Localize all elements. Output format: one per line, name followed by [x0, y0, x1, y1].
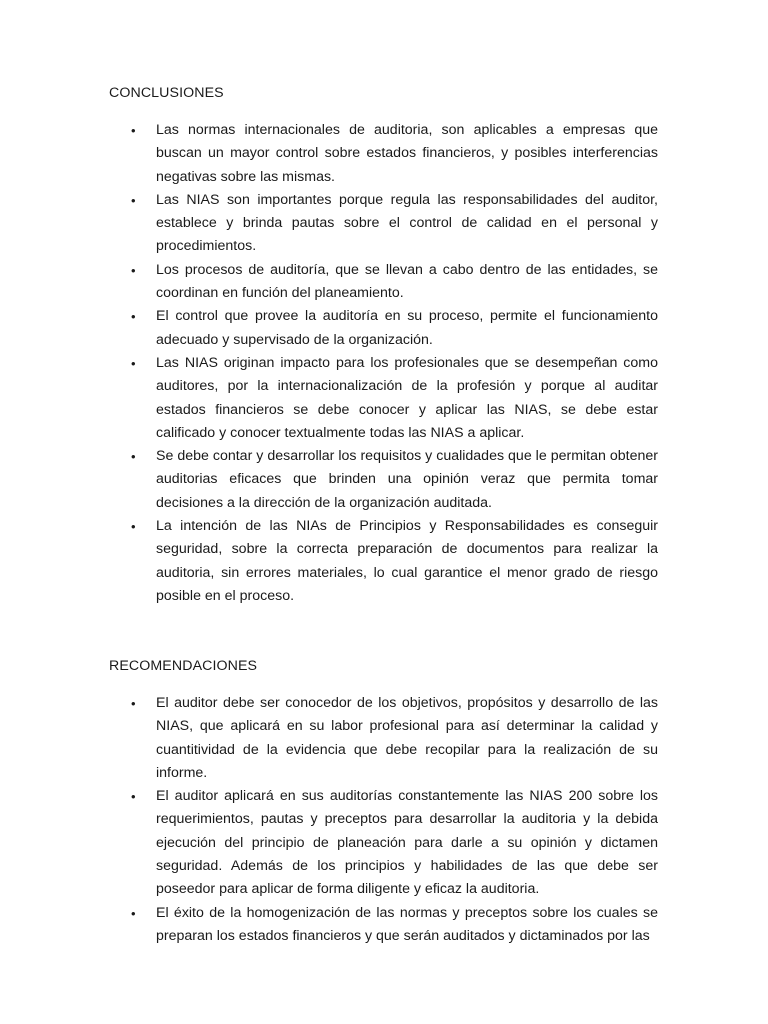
conclusions-list	[0, 119, 768, 608]
bullet-icon: •	[131, 192, 136, 208]
list-item-text: Se debe contar y desarrollar los requisitos y cualidades que le permitan obtener auditorias eficaces que brinden una opinión veraz que permita tomar decisiones a la dirección de la organización auditada.	[156, 448, 658, 511]
list-item-text: Los procesos de auditoría, que se llevan a cabo dentro de las entidades, se coordinan en función del planeamiento.	[156, 261, 658, 302]
list-item-text: Las normas internacionales de auditoria, son aplicables a empresas que buscan un mayor control sobre estados financieros, y posibles interferencias negativas sobre las mismas.	[156, 122, 658, 185]
list-item	[0, 692, 658, 785]
list-item	[0, 305, 658, 352]
bullet-icon: •	[131, 905, 136, 921]
bullet-icon: •	[131, 519, 136, 535]
bullet-icon: •	[131, 789, 136, 805]
list-item	[0, 189, 658, 259]
list-item	[0, 785, 658, 901]
recommendations-heading: RECOMENDACIONES	[109, 658, 258, 674]
list-item	[0, 119, 658, 189]
list-item-text: La intención de las NIAs de Principios y Responsabilidades es conseguir seguridad, sobre la correcta preparación de documentos para realizar la auditoria, sin errores materiales, lo cual garantice el menor grado de riesgo posible en el proceso.	[156, 518, 658, 604]
bullet-icon: •	[131, 309, 136, 325]
list-item	[0, 352, 658, 445]
list-item-text: Las NIAS originan impacto para los profesionales que se desempeñan como auditores, por la internacionalización de la profesión y porque al auditar estados financieros se debe conocer y aplicar las NIAS, se debe estar calificado y conocer textualmente todas las NIAS a aplicar.	[156, 354, 658, 441]
list-item	[0, 515, 658, 608]
list-item-text: El control que provee la auditoría en su proceso, permite el funcionamiento adecuado y supervisado de la organización.	[156, 308, 658, 348]
list-item	[0, 445, 658, 515]
list-item-text: Las NIAS son importantes porque regula las responsabilidades del auditor, establece y brinda pautas sobre el control de calidad en el personal y procedimientos.	[156, 191, 658, 255]
list-item-text: El auditor debe ser conocedor de los objetivos, propósitos y desarrollo de las NIAS, que aplicará en su labor profesional para así determinar la calidad y cuantitividad de la evidencia que debe recopilar para la realización de su informe.	[156, 695, 658, 781]
list-item	[0, 902, 658, 949]
bullet-icon: •	[131, 449, 136, 465]
list-item-text: El auditor aplicará en sus auditorías constantemente las NIAS 200 sobre los requerimientos, pautas y preceptos para desarrollar la auditoria y la debida ejecución del principio de planeación para darle a su opinión y dictamen seguridad. Además de los principios y habilidades de las que debe ser poseedor para aplicar de forma diligente y eficaz la auditoria.	[156, 788, 658, 898]
list-item	[0, 259, 658, 306]
bullet-icon: •	[131, 262, 136, 278]
bullet-icon: •	[131, 696, 136, 711]
list-item-text: El éxito de la homogenización de las normas y preceptos sobre los cuales se preparan los estados financieros y que serán auditados y dictaminados por las	[156, 904, 658, 944]
recommendations-list	[0, 692, 768, 948]
bullet-icon: •	[131, 355, 136, 371]
bullet-icon: •	[131, 123, 136, 138]
conclusions-heading: CONCLUSIONES	[109, 85, 224, 101]
